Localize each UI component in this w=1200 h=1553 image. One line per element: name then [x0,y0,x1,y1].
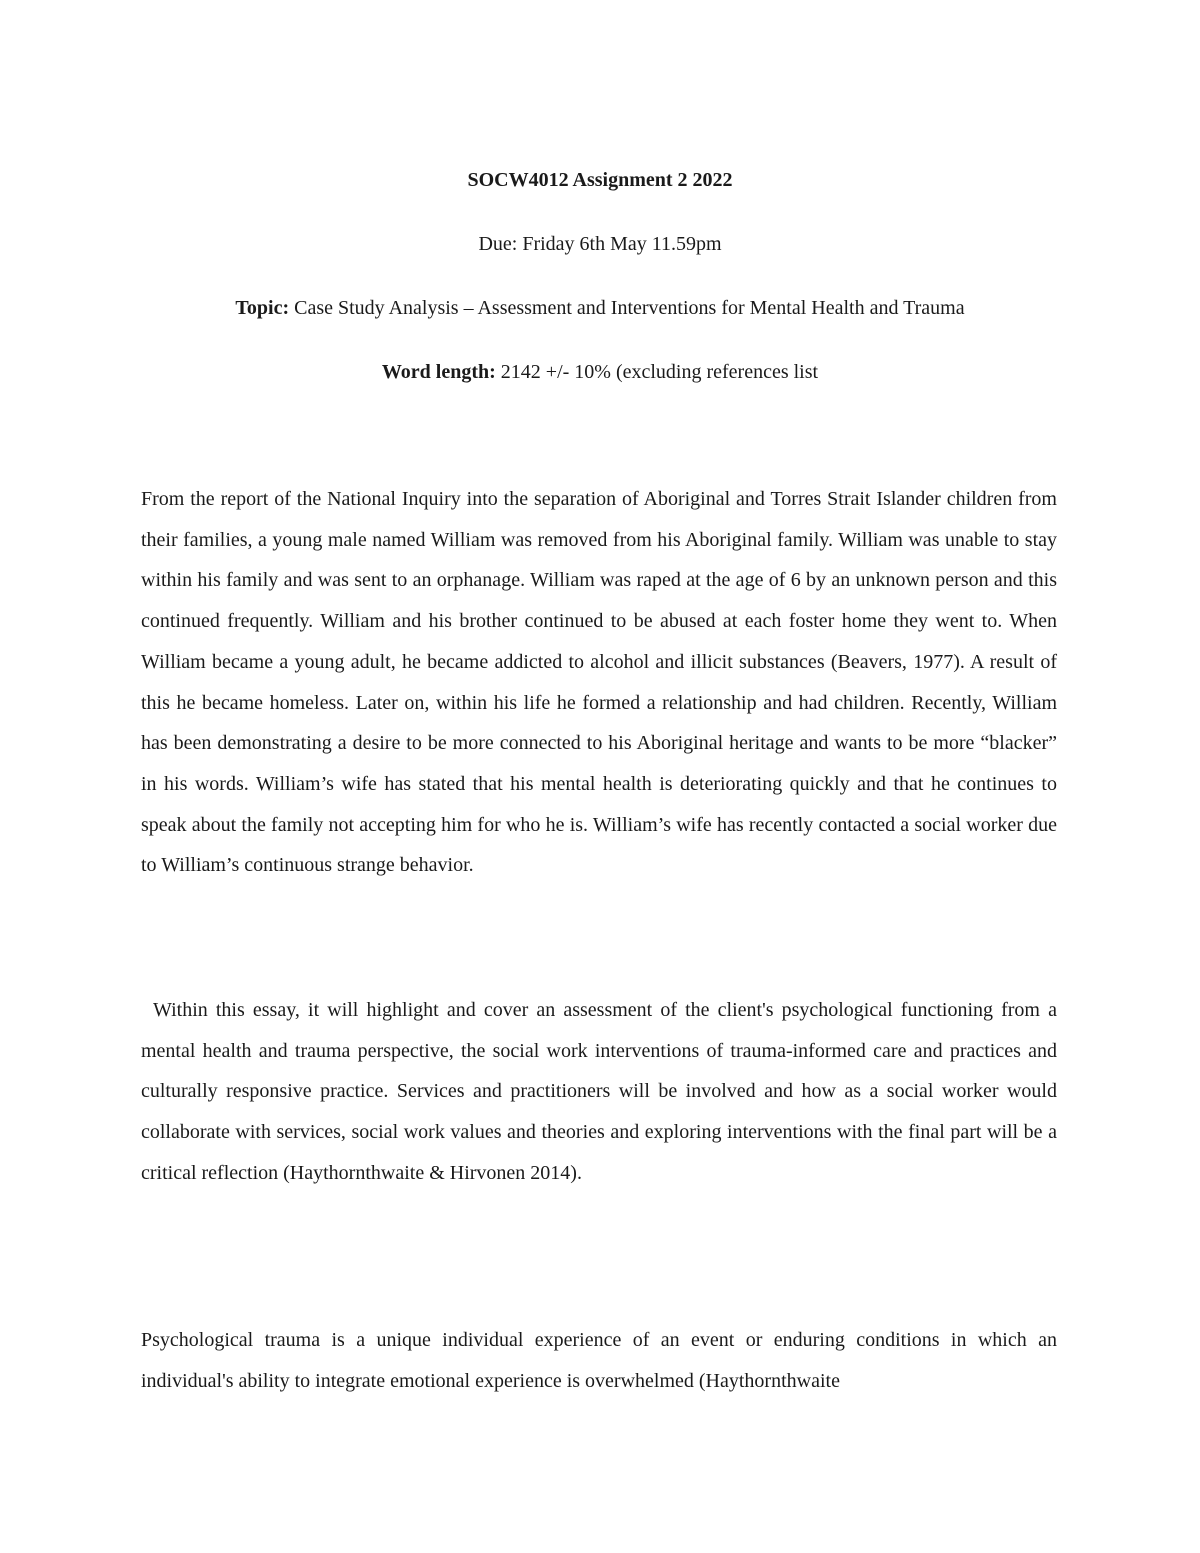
body-paragraph-3: Psychological trauma is a unique individual experience of an event or enduring conditions in which an individual's ability to integrate emotional experience is overwhelmed (Haythornthwaite [141,1329,1057,1392]
topic-value: Case Study Analysis – Assessment and Interventions for Mental Health and Trauma [289,297,965,319]
word-length-value: 2142 +/- 10% (excluding references list [495,361,819,383]
body-paragraph-2: Within this essay, it will highlight and cover an assessment of the client's psychological functioning from a mental health and trauma perspective, the social work interventions of trauma-informed care and practices and culturally responsive practice. Services and practitioners will be involved and how as a social worker would collaborate with services, social work values and theories and exploring interventions with the final part will be a critical reflection (Haythornthwaite & Hirvonen 2014). [141,999,1057,1184]
word-length-line [0,360,1200,384]
due-date: Due: Friday 6th May 11.59pm [478,233,722,255]
topic-label: Topic: [235,297,290,319]
body-paragraph-1: From the report of the National Inquiry into the separation of Aboriginal and Torres Strait Islander children from their families, a young male named William was removed from his Aboriginal family. William was unable to stay within his family and was sent to an orphanage. William was raped at the age of 6 by an unknown person and this continued frequently. William and his brother continued to be abused at each foster home they went to. When William became a young adult, he became addicted to alcohol and illicit substances (Beavers, 1977). A result of this he became homeless. Later on, within his life he formed a relationship and had children. Recently, William has been demonstrating a desire to be more connected to his Aboriginal heritage and wants to be more “blacker” in his words. William’s wife has stated that his mental health is deteriorating quickly and that he continues to speak about the family not accepting him for who he is. William’s wife has recently contacted a social worker due to William’s continuous strange behavior. [141,488,1057,877]
word-length-label: Word length: [381,361,496,383]
document-title: SOCW4012 Assignment 2 2022 [467,169,733,191]
topic-line [0,296,1200,320]
